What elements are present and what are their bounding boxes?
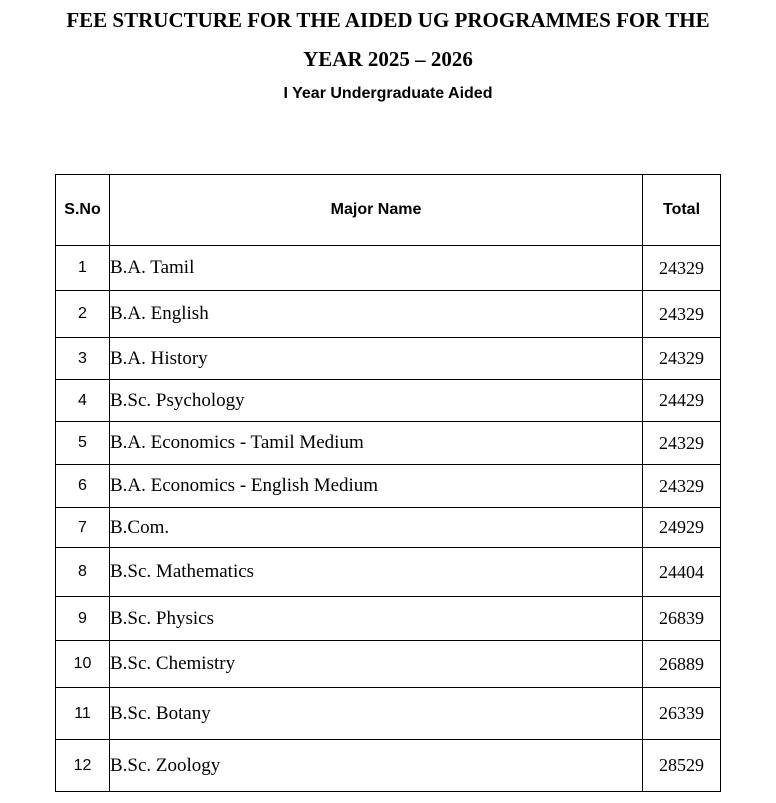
fee-table [55, 174, 721, 792]
table-row [56, 740, 721, 792]
cell-total: 26339 [643, 688, 721, 740]
cell-sno: 10 [56, 641, 110, 688]
cell-total: 26889 [643, 641, 721, 688]
column-header-total: Total [643, 175, 721, 246]
table-row [56, 246, 721, 291]
cell-sno: 6 [56, 465, 110, 508]
page-title-line-1: FEE STRUCTURE FOR THE AIDED UG PROGRAMMES FOR THE [66, 8, 710, 32]
cell-sno: 12 [56, 740, 110, 792]
cell-major-name: B.Sc. Physics [110, 597, 643, 641]
cell-sno: 1 [56, 246, 110, 291]
cell-sno: 9 [56, 597, 110, 641]
cell-major-name: B.A. History [110, 338, 643, 380]
cell-major-name: B.Sc. Chemistry [110, 641, 643, 688]
column-header-sno: S.No [56, 175, 110, 246]
cell-major-name: B.Sc. Mathematics [110, 548, 643, 597]
cell-major-name: B.A. English [110, 291, 643, 338]
cell-total: 24329 [643, 465, 721, 508]
cell-major-name: B.Sc. Zoology [110, 740, 643, 792]
cell-total: 24429 [643, 380, 721, 422]
cell-major-name: B.A. Economics - Tamil Medium [110, 422, 643, 465]
cell-total: 24329 [643, 422, 721, 465]
table-row [56, 641, 721, 688]
column-header-major-name: Major Name [110, 175, 643, 246]
table-row [56, 688, 721, 740]
cell-sno: 8 [56, 548, 110, 597]
cell-total: 24329 [643, 246, 721, 291]
table-row [56, 597, 721, 641]
page-title-line-2: YEAR 2025 – 2026 [303, 47, 473, 71]
table-row [56, 422, 721, 465]
cell-major-name: B.A. Tamil [110, 246, 643, 291]
cell-sno: 4 [56, 380, 110, 422]
cell-total: 24329 [643, 291, 721, 338]
cell-total: 28529 [643, 740, 721, 792]
table-row [56, 548, 721, 597]
cell-total: 26839 [643, 597, 721, 641]
page-subtitle: I Year Undergraduate Aided [283, 85, 493, 102]
cell-major-name: B.Sc. Psychology [110, 380, 643, 422]
cell-major-name: B.Com. [110, 508, 643, 548]
cell-major-name: B.Sc. Botany [110, 688, 643, 740]
table-row [56, 380, 721, 422]
table-row [56, 465, 721, 508]
cell-total: 24404 [643, 548, 721, 597]
cell-total: 24329 [643, 338, 721, 380]
cell-total: 24929 [643, 508, 721, 548]
cell-sno: 2 [56, 291, 110, 338]
cell-major-name: B.A. Economics - English Medium [110, 465, 643, 508]
cell-sno: 5 [56, 422, 110, 465]
table-row [56, 508, 721, 548]
table-row [56, 291, 721, 338]
cell-sno: 3 [56, 338, 110, 380]
cell-sno: 7 [56, 508, 110, 548]
table-header-row [56, 175, 721, 246]
cell-sno: 11 [56, 688, 110, 740]
table-row [56, 338, 721, 380]
